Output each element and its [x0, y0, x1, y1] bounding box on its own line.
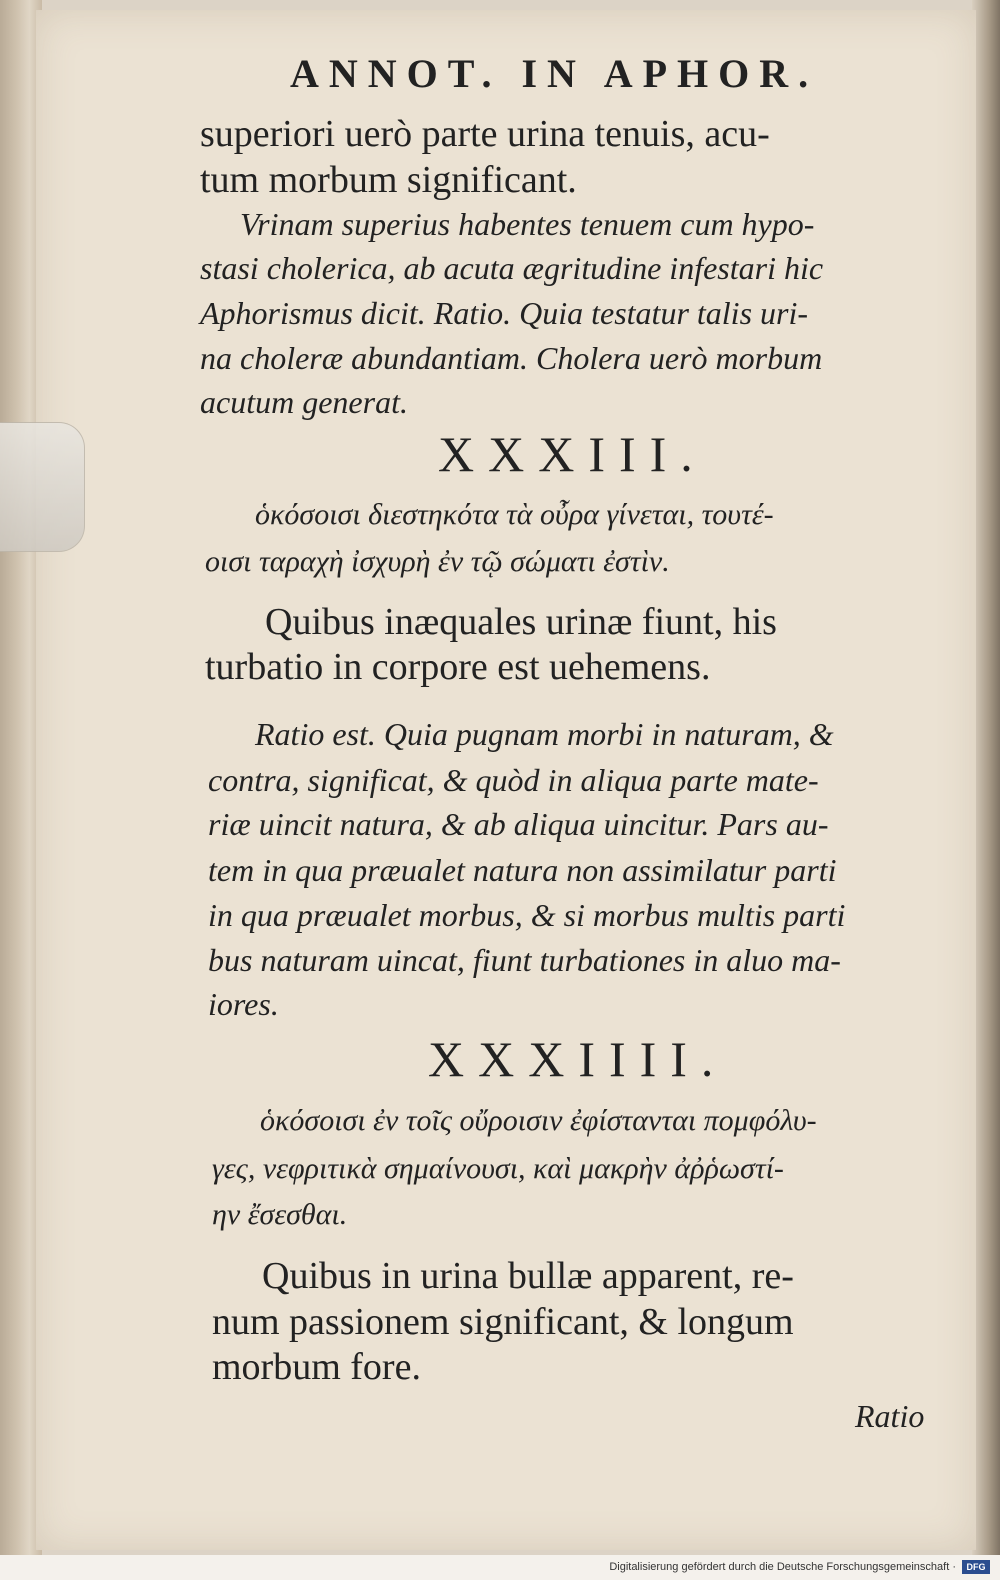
latin-line: morbum fore.	[212, 1346, 421, 1388]
latin-line: turbatio in corpore est uehemens.	[205, 646, 711, 688]
funding-credit: Digitalisierung gefördert durch die Deutsche Forschungsgemeinschaft ·	[609, 1561, 956, 1573]
catchword: Ratio	[855, 1398, 925, 1434]
commentary-line: acutum generat.	[200, 384, 408, 420]
text-line: tum morbum significant.	[200, 159, 577, 201]
footer-bar	[0, 1555, 1000, 1580]
commentary-line: contra, significat, & quòd in aliqua parte mate-	[208, 762, 819, 798]
latin-line: Quibus in urina bullæ apparent, re-	[262, 1255, 794, 1297]
commentary-line: Ratio est. Quia pugnam morbi in naturam, &	[255, 716, 834, 752]
latin-line: Quibus inæquales urinæ fiunt, his	[265, 601, 777, 643]
latin-line: num passionem significant, & longum	[212, 1301, 794, 1343]
running-head: ANNOT. IN APHOR.	[290, 51, 819, 96]
greek-line: γες, νεφριτικὰ σημαίνουσι, καὶ μακρὴν ἀῤῥωστί-	[212, 1152, 784, 1185]
greek-line: οισι ταραχὴ ἰσχυρὴ ἐν τῷ σώματι ἐστὶν.	[205, 545, 670, 578]
dfg-logo: DFG	[962, 1560, 990, 1574]
commentary-line: stasi cholerica, ab acuta ægritudine infestari hic	[200, 250, 824, 286]
page-edges-right	[972, 0, 1000, 1555]
commentary-line: na choleræ abundantiam. Cholera uerò morbum	[200, 340, 823, 376]
commentary-line: Aphorismus dicit. Ratio. Quia testatur talis uri-	[200, 295, 809, 331]
commentary-line: riæ uincit natura, & ab aliqua uincitur. Pars au-	[208, 806, 829, 842]
commentary-line: bus naturam uincat, fiunt turbationes in aluo ma-	[208, 942, 841, 978]
text-line: superiori uerò parte urina tenuis, acu-	[200, 113, 770, 155]
greek-line: ὁκόσοισι ἐν τοῖς οὔροισιν ἐφίστανται πομφόλυ-	[260, 1104, 817, 1137]
greek-line: ὁκόσοισι διεστηκότα τὰ οὖρα γίνεται, τουτέ-	[255, 498, 774, 531]
page-marker-tab	[0, 422, 85, 552]
commentary-line: in qua præualet morbus, & si morbus multis parti	[208, 897, 846, 933]
commentary-line: iores.	[208, 986, 279, 1022]
commentary-line: Vrinam superius habentes tenuem cum hypo-	[240, 206, 815, 242]
commentary-line: tem in qua præualet natura non assimilatur parti	[208, 852, 837, 888]
greek-line: ην ἔσεσθαι.	[212, 1198, 348, 1231]
aphorism-number: XXXIII.	[438, 426, 707, 482]
aphorism-number: XXXIIII.	[428, 1031, 728, 1087]
